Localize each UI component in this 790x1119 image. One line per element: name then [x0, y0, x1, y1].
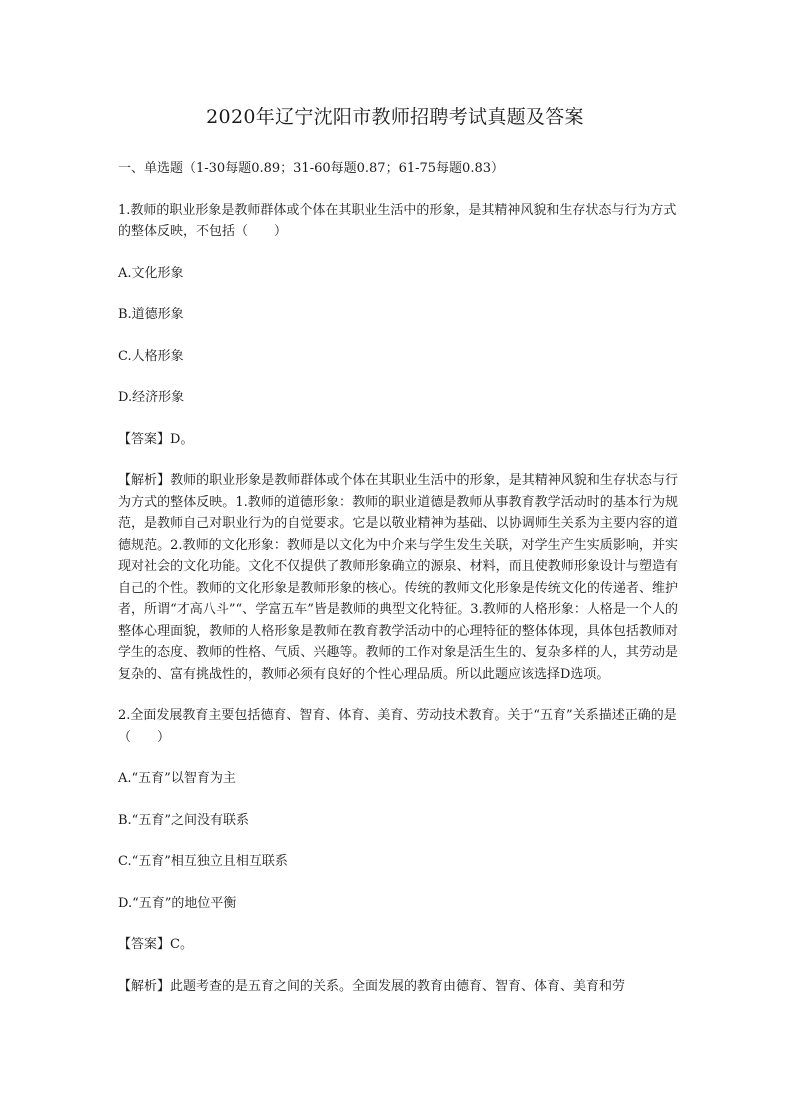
- analysis-label: 【解析】: [118, 473, 171, 488]
- question-2-stem: 2.全面发展教育主要包括德育、智育、体育、美育、劳动技术教育。关于“五育”关系描述正确的是（ ）: [118, 708, 677, 745]
- question-2-option-b: B.“五育”之间没有联系: [118, 812, 249, 828]
- answer-value: C。: [170, 937, 193, 952]
- answer-label: 【答案】: [118, 937, 171, 952]
- question-2-option-a: A.“五育”以智育为主: [118, 771, 236, 786]
- question-2-analysis: [118, 976, 678, 998]
- analysis-label: 【解析】: [118, 978, 171, 994]
- section-heading: 一、单选题（1-30每题0.89；31-60每题0.87；61-75每题0.83）: [118, 161, 504, 176]
- document-body: [118, 158, 678, 1017]
- question-2-option-d: D.“五育”的地位平衡: [118, 895, 237, 911]
- question-1-option-a: A.文化形象: [118, 265, 184, 281]
- page-title: 2020年辽宁沈阳市教师招聘考试真题及答案: [206, 106, 584, 128]
- analysis-text: 此题考查的是五育之间的关系。全面发展的教育由德育、智育、体育、美育和劳: [170, 978, 626, 994]
- question-2-answer: [118, 934, 678, 956]
- question-1-option-c: C.人格形象: [118, 348, 184, 364]
- answer-label: 【答案】: [118, 431, 171, 447]
- question-1-analysis: [118, 470, 678, 685]
- question-1-option-b: B.道德形象: [118, 307, 184, 322]
- answer-value: D。: [170, 431, 194, 447]
- question-1-option-d: D.经济形象: [118, 390, 185, 405]
- question-2-option-c: C.“五育”相互独立且相互联系: [118, 854, 288, 869]
- question-1-stem: 1.教师的职业形象是教师群体或个体在其职业生活中的形象，是其精神风貌和生存状态与行为方式的整体反映，不包括（ ）: [118, 202, 677, 239]
- analysis-text: 教师的职业形象是教师群体或个体在其职业生活中的形象，是其精神风貌和生存状态与行为方式的整体反映。1.教师的道德形象：教师的职业道德是教师从事教育教学活动时的基本行为规范，是教师自己对职业行为的自觉要求。它是以敬业精神为基础、以协调师生关系为主要内容的道德规范。2.教师的文化形象：教师是以文化为中介来与学生发生关联，对学生产生实质影响，并实现对社会的文化功能。文化不仅提供了教师形象确立的源泉、材料，而且使教师形象设计与塑造有自己的个性。教师的文化形象是教师形象的核心。传统的教师文化形象是传统文化的传递者、维护者，所谓“才高八斗”“、学富五车”皆是教师的典型文化特征。3.教师的人格形象：人格是一个人的整体心理面貌，教师的人格形象是教师在教育教学活动中的心理特征的整体体现，具体包括教师对学生的态度、教师的性格、气质、兴趣等。教师的工作对象是活生生的、复杂多样的人，其劳动是复杂的、富有挑战性的，教师必须有良好的个性心理品质。所以此题应该选择D选项。: [118, 473, 678, 682]
- question-1-answer: [118, 429, 678, 451]
